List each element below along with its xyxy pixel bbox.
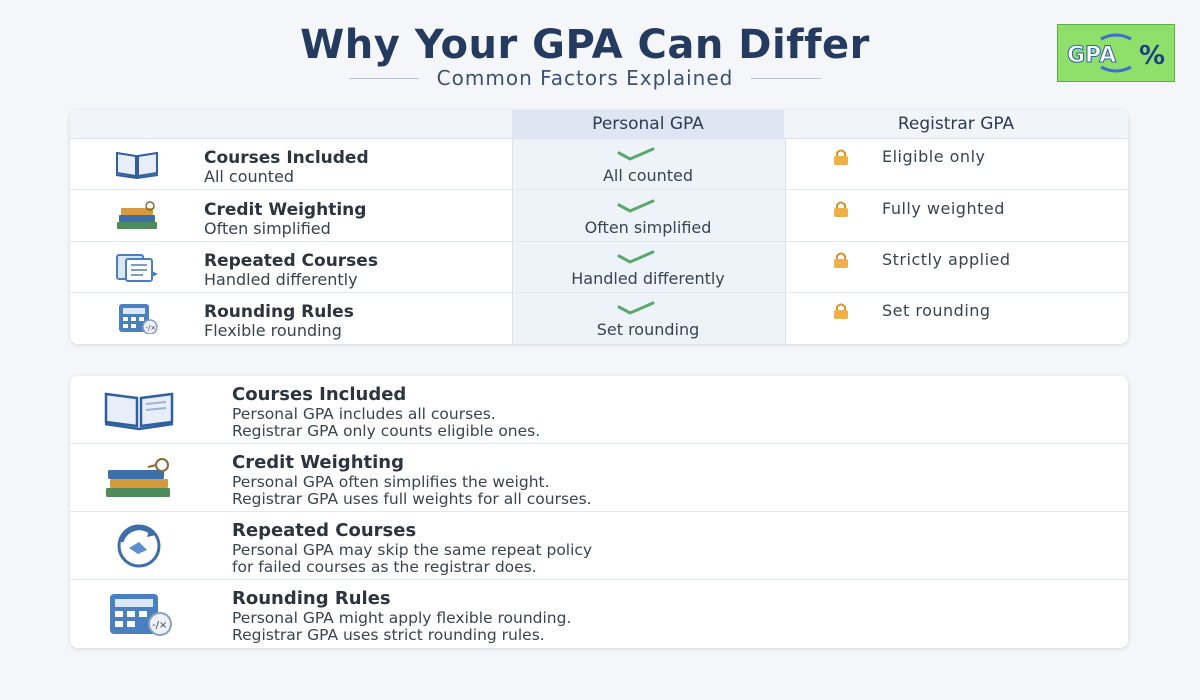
detail-title: Repeated Courses: [232, 520, 417, 541]
personal-value: All counted: [602, 166, 694, 185]
detail-line: Personal GPA includes all courses.: [232, 405, 496, 423]
factor-title: Credit Weighting: [204, 200, 367, 220]
table-header: [70, 110, 1128, 139]
detail-title: Credit Weighting: [232, 452, 404, 473]
lock-icon: [832, 200, 850, 218]
detail-line: Personal GPA might apply flexible rounding.: [232, 609, 572, 627]
list-item: [70, 580, 1128, 647]
registrar-value: Set rounding: [882, 301, 991, 320]
factor-title: Courses Included: [204, 148, 369, 168]
factor-note: All counted: [204, 167, 295, 186]
factor-note: Handled differently: [204, 270, 358, 289]
documents-icon: [114, 251, 160, 283]
registrar-value: Eligible only: [882, 147, 986, 166]
check-icon: [616, 249, 656, 265]
personal-value: Handled differently: [571, 269, 725, 288]
list-item: [70, 512, 1128, 580]
lock-icon: [832, 251, 850, 269]
table-row: [70, 241, 1128, 293]
subtitle-rule-right: [751, 78, 821, 79]
factor-note: Flexible rounding: [204, 321, 342, 340]
detail-line: Registrar GPA uses full weights for all courses.: [232, 490, 592, 508]
stacked-books-icon: [102, 454, 176, 502]
column-header-personal: Personal GPA: [512, 110, 784, 138]
gpa-logo: [1057, 24, 1175, 82]
detail-title: Rounding Rules: [232, 588, 391, 609]
check-icon: [616, 146, 656, 162]
check-icon: [616, 300, 656, 316]
detail-line: Personal GPA may skip the same repeat policy: [232, 541, 593, 559]
factor-title: Repeated Courses: [204, 251, 378, 271]
book-icon: [114, 148, 160, 180]
lock-icon: [832, 148, 850, 166]
repeat-cycle-icon: [102, 522, 176, 570]
stacked-books-icon: [114, 200, 160, 232]
detail-line: Registrar GPA only counts eligible ones.: [232, 422, 541, 440]
detail-line: Registrar GPA uses strict rounding rules.: [232, 626, 545, 644]
svg-text:-/×: -/×: [145, 324, 157, 332]
logo-text: GPA: [1067, 43, 1117, 68]
subtitle-rule-left: [349, 78, 419, 79]
page-subtitle: Common Factors Explained: [436, 66, 734, 90]
registrar-value: Strictly applied: [882, 250, 1011, 269]
table-row: [70, 190, 1128, 242]
factor-note: Often simplified: [204, 219, 331, 238]
table-row: [70, 292, 1128, 343]
detail-title: Courses Included: [232, 384, 407, 405]
calculator-icon: [102, 590, 176, 638]
details-panel: [70, 376, 1128, 648]
list-item: [70, 376, 1128, 444]
lock-icon: [832, 302, 850, 320]
column-header-registrar: Registrar GPA: [897, 114, 1015, 134]
table-row: [70, 138, 1128, 190]
detail-line: for failed courses as the registrar does.: [232, 558, 537, 576]
list-item: [70, 444, 1128, 512]
detail-line: Personal GPA often simplifies the weight.: [232, 473, 550, 491]
calculator-icon: [114, 302, 160, 334]
gpa-logo-icon: [1061, 27, 1171, 79]
comparison-table: [70, 110, 1128, 344]
personal-value: Set rounding: [596, 320, 700, 339]
factor-title: Rounding Rules: [204, 302, 354, 322]
subtitle-row: [0, 66, 1170, 90]
svg-text:-/×: -/×: [152, 620, 168, 631]
registrar-value: Fully weighted: [882, 199, 1005, 218]
logo-percent: %: [1139, 41, 1166, 71]
personal-value: Often simplified: [584, 218, 712, 237]
page-title: Why Your GPA Can Differ: [300, 22, 870, 68]
check-icon: [616, 198, 656, 214]
book-icon: [102, 386, 176, 434]
